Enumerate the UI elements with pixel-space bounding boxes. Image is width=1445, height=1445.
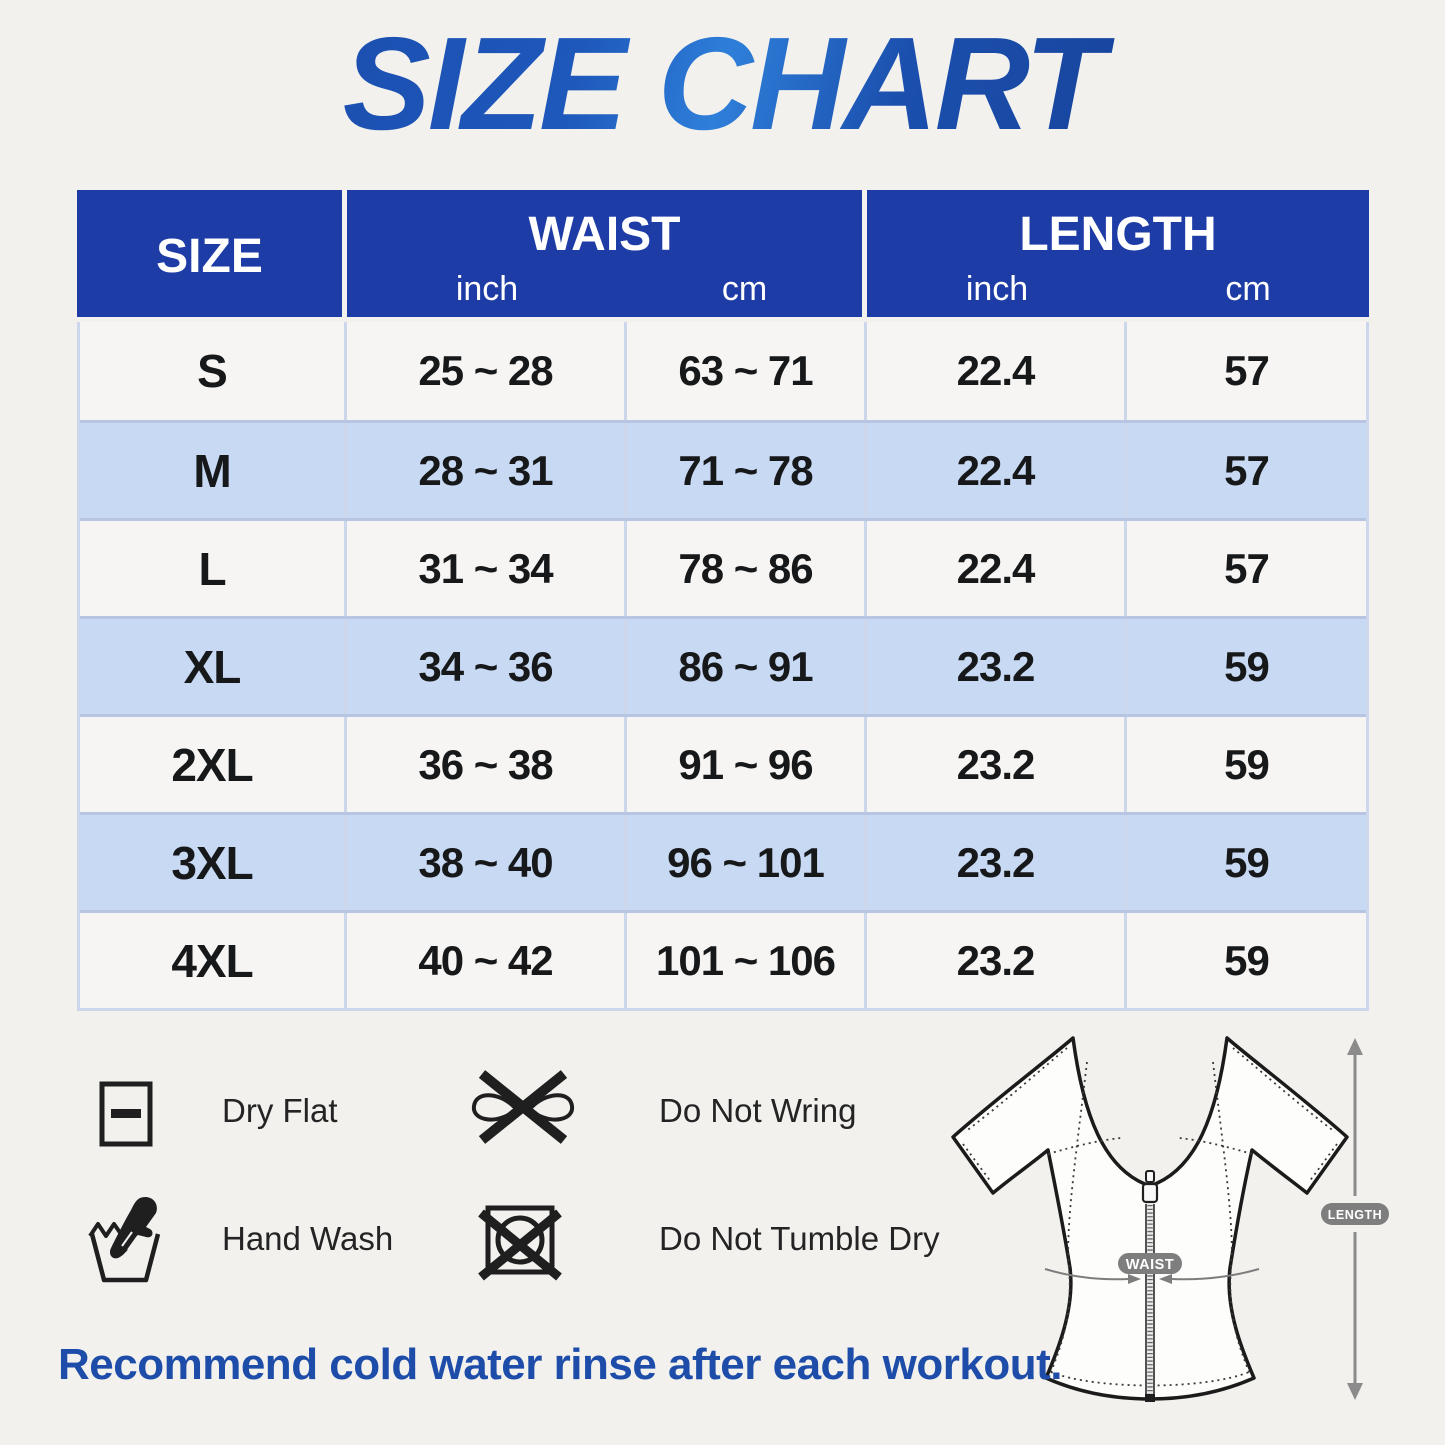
length-inch-cell: 23.2	[867, 717, 1127, 812]
waist-cm-cell: 91 ~ 96	[627, 717, 867, 812]
care-label: Do Not Wring	[659, 1092, 857, 1129]
do-not-tumble-dry-icon	[477, 1199, 563, 1285]
table-row	[80, 616, 1366, 714]
waist-inch-cell: 31 ~ 34	[347, 521, 627, 616]
waist-cm-cell: 96 ~ 101	[627, 815, 867, 910]
care-label: Hand Wash	[222, 1220, 394, 1257]
waist-pill-label: WAIST	[1125, 1257, 1175, 1273]
length-inch-cell: 22.4	[867, 322, 1127, 420]
length-pill	[1321, 1203, 1389, 1225]
header-waist-inch: inch	[455, 270, 519, 308]
size-cell: S	[80, 322, 347, 420]
table-row	[80, 518, 1366, 616]
waist-inch-cell: 34 ~ 36	[347, 619, 627, 714]
waist-cm-cell: 71 ~ 78	[627, 423, 867, 518]
length-cm-cell: 57	[1224, 544, 1269, 592]
waist-pill	[1118, 1253, 1182, 1274]
waist-cm-cell: 101 ~ 106	[627, 913, 867, 1008]
size-cell: L	[80, 521, 347, 616]
waist-cm-cell: 86 ~ 91	[627, 619, 867, 714]
length-inch-cell: 22.4	[867, 521, 1127, 616]
do-not-wring-icon	[466, 1066, 580, 1148]
waist-inch-cell: 36 ~ 38	[347, 717, 627, 812]
table-row	[80, 910, 1366, 1008]
waist-inch-cell: 40 ~ 42	[347, 913, 627, 1008]
waist-inch-cell: 38 ~ 40	[347, 815, 627, 910]
header-length: LENGTH	[1019, 208, 1217, 261]
length-cm-cell: 59	[1224, 740, 1269, 788]
hand-wash-icon	[88, 1194, 162, 1286]
size-cell: M	[80, 423, 347, 518]
length-inch-cell: 23.2	[867, 619, 1127, 714]
care-label: Do Not Tumble Dry	[659, 1220, 940, 1257]
header-length-inch: inch	[965, 270, 1029, 308]
header-waist: WAIST	[347, 190, 867, 262]
table-row	[80, 322, 1366, 420]
footer-note: Recommend cold water rinse after each workout.	[58, 1340, 1062, 1389]
waist-inch-cell: 25 ~ 28	[347, 322, 627, 420]
header-waist-cm: cm	[627, 262, 867, 322]
length-pill-label: LENGTH	[1327, 1208, 1383, 1222]
table-row	[80, 420, 1366, 518]
table-header	[77, 190, 1369, 322]
length-inch-cell: 23.2	[867, 913, 1127, 1008]
header-length-cm: cm	[1225, 270, 1271, 308]
dry-flat-icon	[99, 1081, 153, 1147]
header-size: SIZE	[77, 190, 347, 322]
care-label: Dry Flat	[222, 1092, 338, 1129]
size-cell: XL	[80, 619, 347, 714]
waist-inch-cell: 28 ~ 31	[347, 423, 627, 518]
length-inch-cell: 23.2	[867, 815, 1127, 910]
length-cm-cell: 57	[1224, 347, 1269, 394]
size-table	[77, 190, 1369, 1011]
table-body	[77, 322, 1369, 1011]
length-cm-cell: 59	[1224, 838, 1269, 886]
size-cell: 3XL	[80, 815, 347, 910]
table-row	[80, 812, 1366, 910]
size-cell: 2XL	[80, 717, 347, 812]
length-cm-cell: 59	[1224, 642, 1269, 690]
waist-cm-cell: 63 ~ 71	[627, 322, 867, 420]
size-cell: 4XL	[80, 913, 347, 1008]
length-cm-cell: 59	[1224, 936, 1269, 984]
page-title: SIZE CHART	[0, 10, 1445, 158]
table-row	[80, 714, 1366, 812]
length-cm-cell: 57	[1224, 446, 1269, 494]
waist-cm-cell: 78 ~ 86	[627, 521, 867, 616]
length-inch-cell: 22.4	[867, 423, 1127, 518]
